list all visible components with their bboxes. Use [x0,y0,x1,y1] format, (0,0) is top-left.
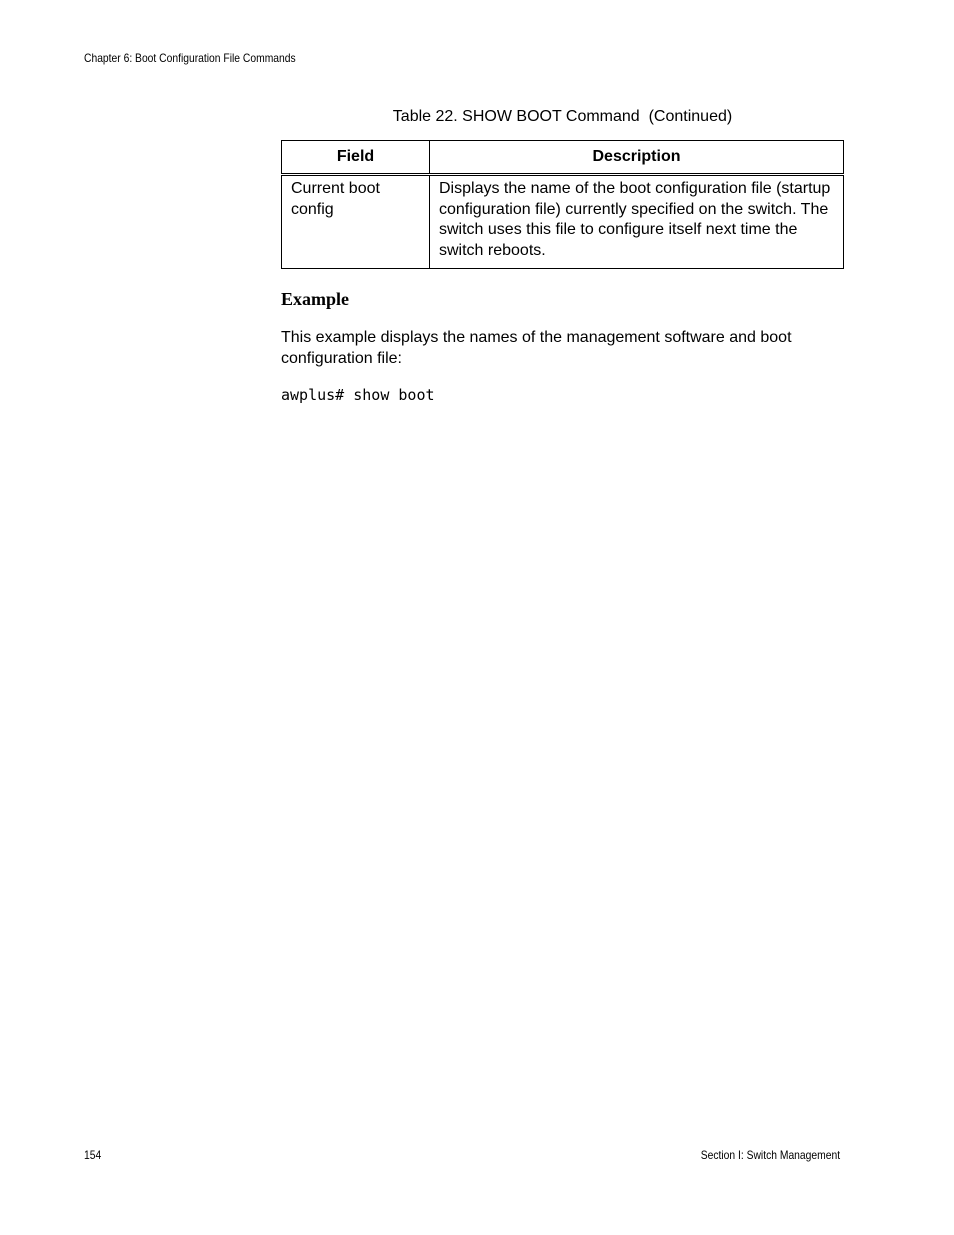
table-header-row [282,141,844,175]
table-row [282,175,844,269]
table-caption: Table 22. SHOW BOOT Command (Continued) [392,108,733,125]
example-heading: Example [281,289,350,309]
column-header-field: Field [282,141,430,175]
running-footer: Section I: Switch Management [700,1148,840,1162]
field-cell: Current boot config [282,175,430,269]
page-number: 154 [84,1148,102,1162]
command-example: awplus# show boot [281,386,435,404]
running-header: Chapter 6: Boot Configuration File Commands [84,51,296,65]
example-paragraph: This example displays the names of the management software and boot configuration file: [281,329,792,367]
column-header-description: Description [430,141,844,175]
description-cell: Displays the name of the boot configuration file (startup configuration file) currently specified on the switch. The switch uses this file to configure itself next time the switch reboots. [430,175,844,269]
field-description-table [281,140,844,269]
